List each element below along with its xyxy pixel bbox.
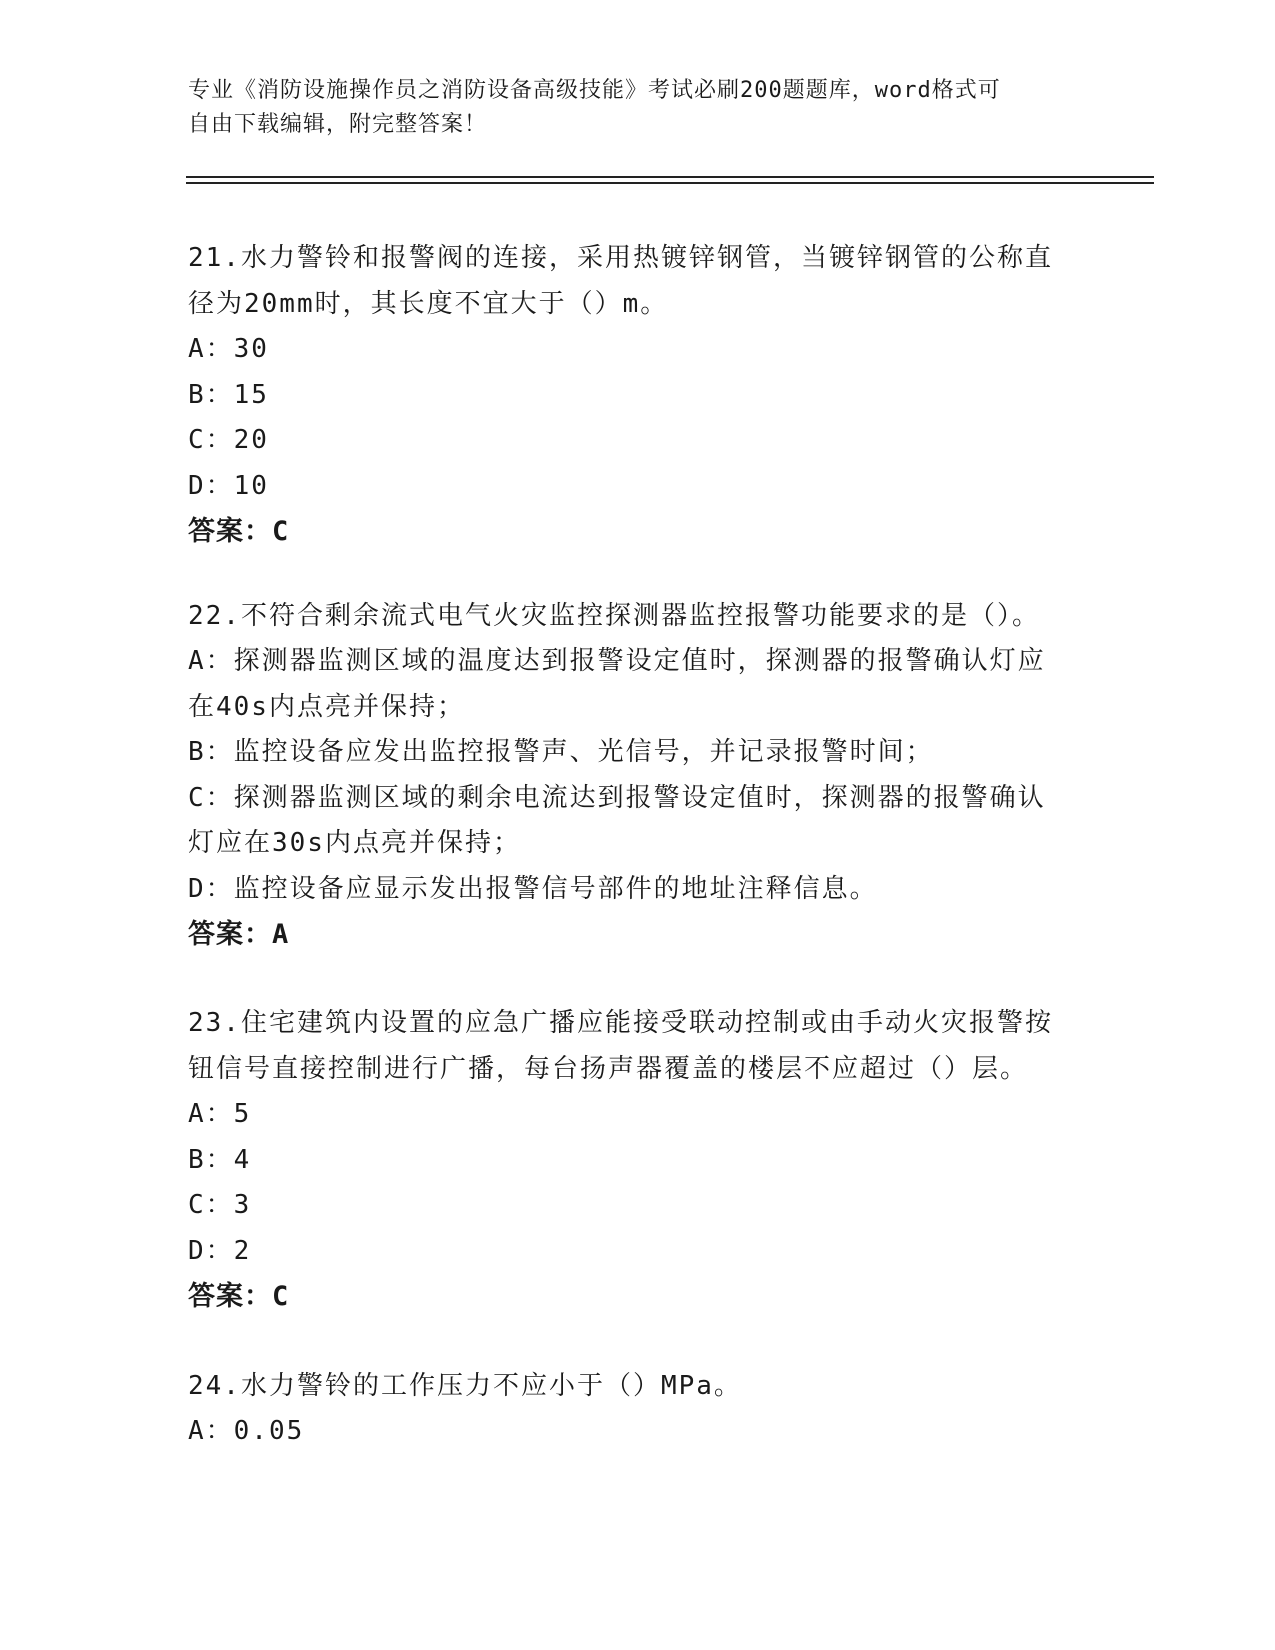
option-line: C：探测器监测区域的剩余电流达到报警设定值时，探测器的报警确认 xyxy=(188,782,1046,813)
question-23 xyxy=(188,1000,1088,1320)
option-line: D：监控设备应显示发出报警信号部件的地址注释信息。 xyxy=(188,873,878,904)
option-c: C：3 xyxy=(188,1190,252,1220)
option-d: D：10 xyxy=(188,470,269,501)
stem-line: 钮信号直接控制进行广播，每台扬声器覆盖的楼层不应超过（）层。 xyxy=(188,1054,1029,1084)
option-line: B：监控设备应发出监控报警声、光信号，并记录报警时间； xyxy=(188,737,934,767)
question-stem xyxy=(188,593,1088,639)
document-header xyxy=(188,74,1068,142)
option-line: 灯应在30s内点亮并保持； xyxy=(188,828,521,858)
header-divider-top xyxy=(186,176,1154,178)
option-a: A：0.05 xyxy=(188,1416,305,1446)
question-stem xyxy=(188,235,1088,327)
question-21 xyxy=(188,235,1088,555)
option-b: B：15 xyxy=(188,379,269,410)
header-divider-bottom xyxy=(186,182,1154,184)
question-stem xyxy=(188,1363,1088,1409)
header-line-2: 自由下载编辑，附完整答案！ xyxy=(188,112,488,137)
question-24 xyxy=(188,1363,1088,1455)
stem-line: 21.水力警铃和报警阀的连接，采用热镀锌钢管，当镀锌钢管的公称直 xyxy=(188,243,1053,273)
answer: 答案：A xyxy=(188,919,290,950)
option-line: A：探测器监测区域的温度达到报警设定值时，探测器的报警确认灯应 xyxy=(188,646,1046,676)
stem-line: 24.水力警铃的工作压力不应小于（）MPa。 xyxy=(188,1371,742,1401)
option-a: A：30 xyxy=(188,334,269,364)
question-22 xyxy=(188,593,1088,958)
option-b xyxy=(188,730,1088,776)
option-c: C：20 xyxy=(188,425,269,455)
option-a xyxy=(188,639,1088,730)
stem-line: 22.不符合剩余流式电气火灾监控探测器监控报警功能要求的是（）。 xyxy=(188,601,1040,631)
option-d xyxy=(188,867,1088,913)
option-line: 在40s内点亮并保持； xyxy=(188,691,465,722)
stem-line: 径为20mm时，其长度不宜大于（）m。 xyxy=(188,289,669,319)
option-a: A：5 xyxy=(188,1099,252,1129)
option-d: D：2 xyxy=(188,1235,252,1266)
answer: 答案：C xyxy=(188,1281,290,1312)
answer: 答案：C xyxy=(188,516,290,547)
header-line-1: 专业《消防设施操作员之消防设备高级技能》考试必刷200题题库，word格式可 xyxy=(188,78,1001,103)
question-stem xyxy=(188,1000,1088,1092)
stem-line: 23.住宅建筑内设置的应急广播应能接受联动控制或由手动火灾报警按 xyxy=(188,1008,1053,1038)
option-c xyxy=(188,776,1088,867)
option-b: B：4 xyxy=(188,1144,252,1175)
